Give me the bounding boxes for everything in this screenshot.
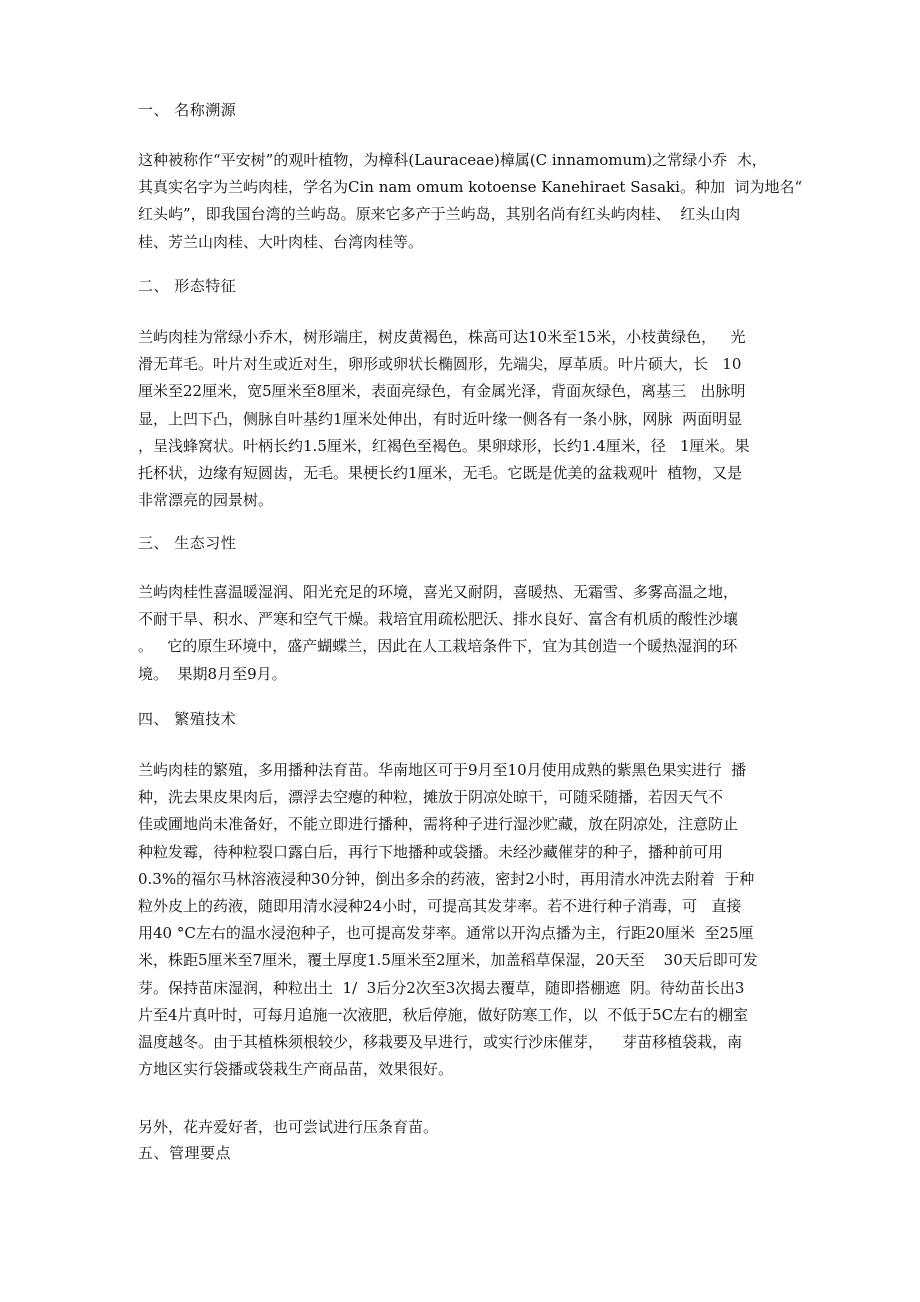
text-line: 红头屿”，即我国台湾的兰屿岛。原来它多产于兰屿岛，其别名尚有红头屿肉桂、 红头山肉 <box>138 205 741 224</box>
text-line: 片至4片真叶时，可每月追施一次液肥，秋后停施，做好防寒工作，以 不低于5C左右的棚室 <box>138 1005 749 1024</box>
text-line: 兰屿肉桂性喜温暖湿润、阳光充足的环境，喜光又耐阴，喜暖热、无霜雪、多雾高温之地， <box>138 583 739 601</box>
text-line: 不耐干旱、积水、严寒和空气干燥。栽培宜用疏松肥沃、排水良好、富含有机质的酸性沙壤 <box>138 610 739 629</box>
text-line: 非常漂亮的园景树。 <box>138 491 274 510</box>
text-line: 显，上凹下凸，侧脉自叶基约1厘米处伸出，有时近叶缘一侧各有一条小脉，网脉 两面明显 <box>138 409 743 428</box>
text-line: ，呈浅蜂窝状。叶柄长约1.5厘米，红褐色至褐色。果卵球形，长约1.4厘米，径 1厘米。果 <box>138 436 750 455</box>
text-line: 佳或圃地尚未准备好，不能立即进行播种，需将种子进行湿沙贮藏，放在阴凉处，注意防止 <box>138 815 739 834</box>
text-line: 滑无茸毛。叶片对生或近对生，卵形或卵状长椭圆形，先端尖，厚革质。叶片硕大，长 10 <box>138 355 742 374</box>
paragraph-morphology <box>138 324 788 514</box>
section-heading-management: 五、管理要点 <box>138 1144 232 1162</box>
text-line: 桂、芳兰山肉桂、大叶肉桂、台湾肉桂等。 <box>138 232 424 251</box>
text-line: 种粒发霉，待种粒裂口露白后，再行下地播种或袋播。未经沙藏催芽的种子，播种前可用 <box>138 842 724 861</box>
text-line: 这种被称作“平安树”的观叶植物，为樟科(Lauraceae)樟属(C innamomum)之常绿小乔 木， <box>138 151 767 169</box>
section-heading-ecology: 三、 生态习性 <box>138 534 237 552</box>
text-line: 温度越冬。由于其植株须根较少，移栽要及早进行，或实行沙床催芽， 芽苗移植袋栽，南 <box>138 1032 743 1051</box>
text-line: 种，洗去果皮果肉后，漂浮去空瘪的种粒，摊放于阴凉处晾干，可随采随播，若因天气不 <box>138 788 724 807</box>
text-line: 粒外皮上的药液，随即用清水浸种24小时，可提高其发芽率。若不进行种子消毒，可 直接 <box>138 896 742 915</box>
section-heading-propagation: 四、 繁殖技术 <box>138 710 237 728</box>
text-line: 其真实名字为兰屿肉桂，学名为Cin nam omum kotoense Kanehiraet Sasaki。种加 词为地名“ <box>138 178 803 197</box>
section-heading-name-origin: 一、 名称溯源 <box>138 101 237 119</box>
text-line: 另外，花卉爱好者，也可尝试进行压条育苗。 <box>138 1118 439 1136</box>
section-heading-morphology: 二、 形态特征 <box>138 277 237 295</box>
text-line: 米，株距5厘米至7厘米，覆土厚度1.5厘米至2厘米，加盖稻草保湿，20天至 30天后即可发 <box>138 951 758 970</box>
text-line: 0.3%的福尔马林溶液浸种30分钟，倒出多余的药液，密封2小时，再用清水冲洗去附着 于种 <box>138 869 755 888</box>
text-line: 境。 果期8月至9月。 <box>138 664 287 683</box>
paragraph-propagation <box>138 757 788 1083</box>
text-line: 托杯状，边缘有短圆齿，无毛。果梗长约1厘米，无毛。它既是优美的盆栽观叶 植物，又是 <box>138 463 743 482</box>
paragraph-ecology <box>138 579 788 688</box>
text-line: 厘米至22厘米，宽5厘米至8厘米，表面亮绿色，有金属光泽，背面灰绿色，离基三 出脉明 <box>138 382 746 401</box>
text-line: 方地区实行袋播或袋栽生产商品苗，效果很好。 <box>138 1060 454 1079</box>
text-line: 。 它的原生环境中，盛产蝴蝶兰，因此在人工栽培条件下，宜为其创造一个暖热湿润的环 <box>138 637 738 656</box>
text-line: 用40 °C左右的温水浸泡种子，也可提高发芽率。通常以开沟点播为主，行距20厘米 至25厘 <box>138 924 754 943</box>
text-line: 兰屿肉桂为常绿小乔木，树形端庄，树皮黄褐色，株高可达10米至15米，小枝黄绿色， 光 <box>138 328 746 346</box>
paragraph-layering <box>138 1114 788 1141</box>
paragraph-name-origin <box>138 147 803 256</box>
text-line: 芽。保持苗床湿润，种粒出土 1/ 3后分2次至3次揭去覆草，随即搭棚遮 阴。待幼苗长出3 <box>138 978 745 997</box>
text-line: 兰屿肉桂的繁殖，多用播种法育苗。华南地区可于9月至10月使用成熟的紫黑色果实进行 播 <box>138 761 747 779</box>
